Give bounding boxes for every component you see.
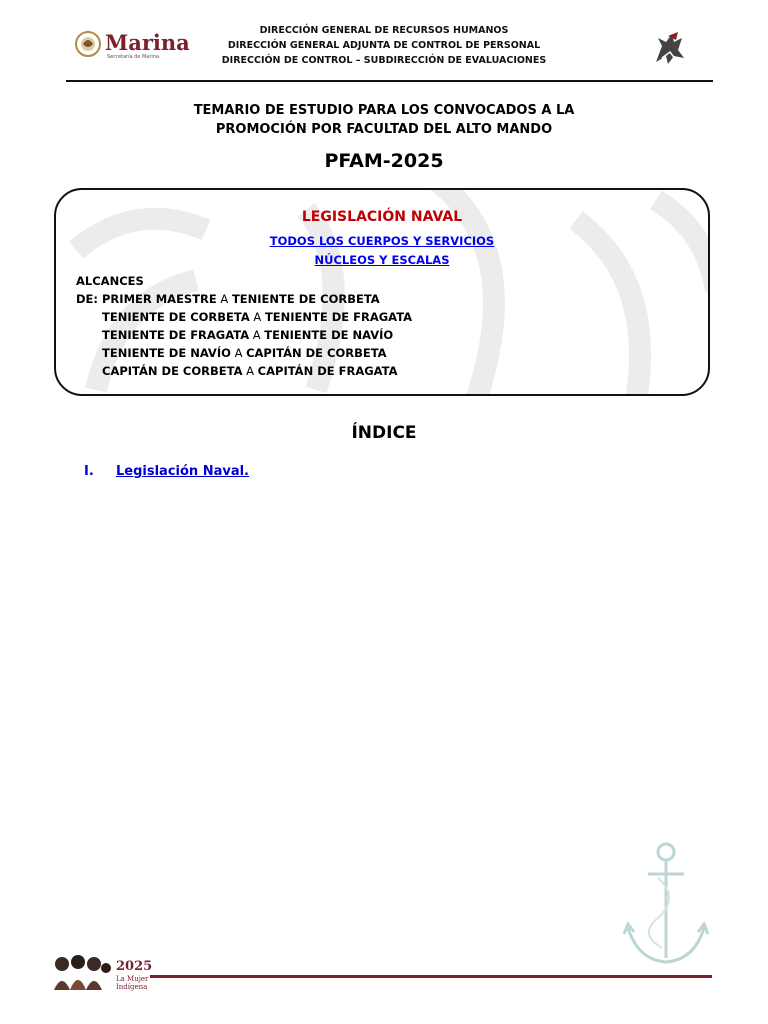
range-connector: A	[234, 346, 243, 360]
de-label: DE:	[76, 292, 99, 306]
range-connector: A	[246, 364, 255, 378]
anchor-icon	[618, 838, 714, 972]
women-illustration-icon	[52, 950, 112, 992]
range-to: TENIENTE DE FRAGATA	[264, 310, 413, 324]
range-from: TENIENTE DE FRAGATA	[102, 328, 250, 342]
scope-box	[54, 188, 710, 396]
range-to: TENIENTE DE NAVÍO	[264, 328, 394, 342]
range-connector: A	[253, 310, 262, 324]
range-from: TENIENTE DE CORBETA	[102, 310, 250, 324]
range-connector: A	[220, 292, 229, 306]
range-connector: A	[252, 328, 261, 342]
range-from: TENIENTE DE NAVÍO	[102, 346, 231, 360]
range-row	[102, 292, 380, 306]
footer-tagline: La Mujer Indígena	[116, 975, 149, 991]
logo-subtitle: Secretaría de Marina	[107, 54, 160, 60]
index-heading: ÍNDICE	[351, 423, 417, 443]
range-row	[102, 328, 393, 342]
range-from: CAPITÁN DE CORBETA	[102, 364, 243, 378]
range-to: CAPITÁN DE CORBETA	[246, 346, 387, 360]
doc-code: PFAM-2025	[324, 150, 444, 172]
range-row	[102, 346, 387, 360]
subject-title: LEGISLACIÓN NAVAL	[301, 209, 463, 225]
eagle-emblem-icon	[648, 28, 688, 68]
range-row	[102, 310, 412, 324]
header-line-3: DIRECCIÓN DE CONTROL – SUBDIRECCIÓN DE EVALUACIONES	[221, 55, 547, 66]
range-from: PRIMER MAESTRE	[102, 292, 217, 306]
link-cuerpos-servicios[interactable]: TODOS LOS CUERPOS Y SERVICIOS	[269, 234, 495, 248]
doc-title-line-1: TEMARIO DE ESTUDIO PARA LOS CONVOCADOS A LA	[193, 103, 575, 118]
header-line-1: DIRECCIÓN GENERAL DE RECURSOS HUMANOS	[259, 25, 509, 36]
header-line-2: DIRECCIÓN GENERAL ADJUNTA DE CONTROL DE PERSONAL	[227, 40, 541, 51]
logo-name: Marina	[105, 30, 190, 55]
toc-link-legislacion-naval[interactable]: Legislación Naval.	[116, 464, 249, 479]
footer-year: 2025	[116, 959, 153, 974]
range-row	[102, 364, 398, 378]
footer-rule	[150, 975, 712, 978]
range-to: TENIENTE DE CORBETA	[231, 292, 380, 306]
alcances-label: ALCANCES	[76, 274, 144, 288]
range-to: CAPITÁN DE FRAGATA	[257, 364, 398, 378]
link-nucleos-escalas[interactable]: NÚCLEOS Y ESCALAS	[314, 253, 450, 267]
toc-item-number: I.	[84, 464, 94, 479]
doc-title-line-2: PROMOCIÓN POR FACULTAD DEL ALTO MANDO	[215, 122, 553, 137]
header-rule	[66, 80, 713, 82]
